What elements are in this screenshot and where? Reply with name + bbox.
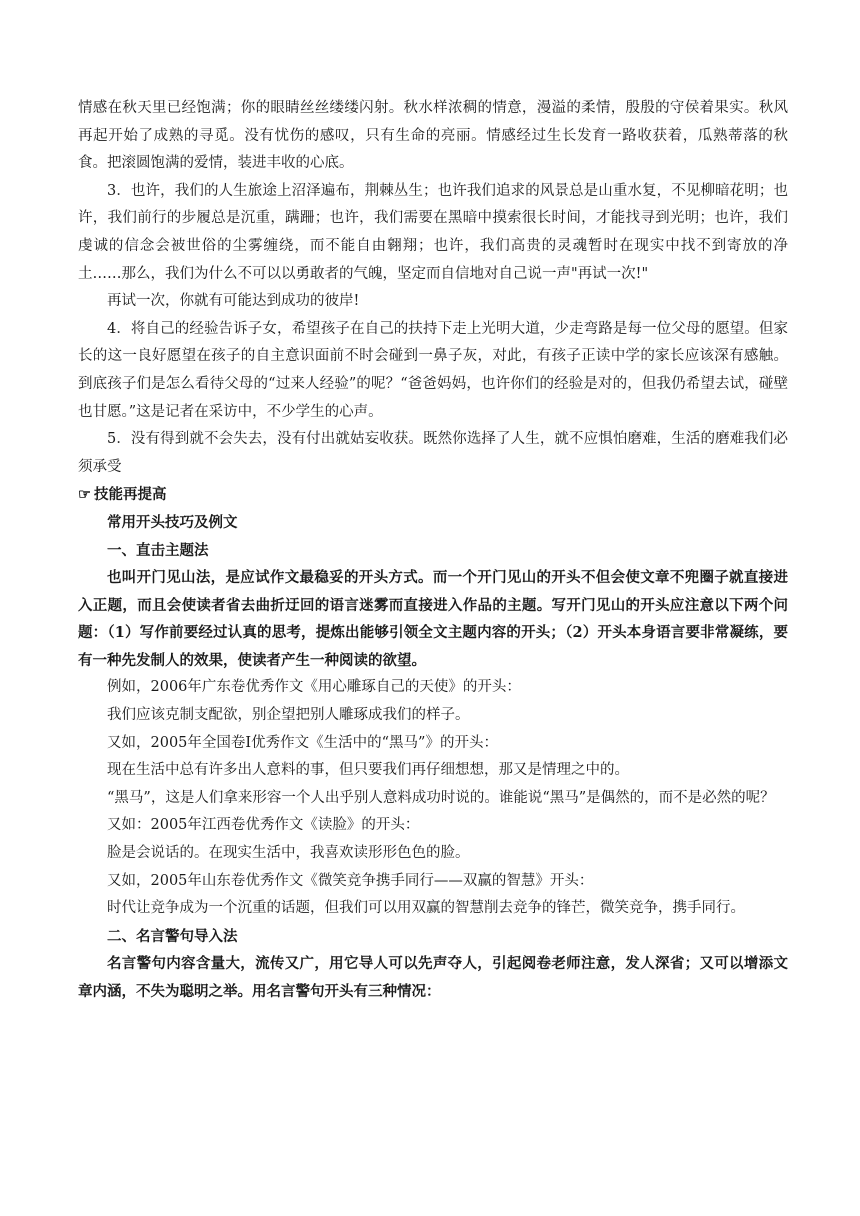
pointing-hand-icon: ☞ xyxy=(78,486,91,504)
example-line: 又如，2005年山东卷优秀作文《微笑竞争携手同行——双赢的智慧》开头： xyxy=(107,872,594,889)
example-line: “黑马”，这是人们拿来形容一个人出乎别人意料成功时说的。谁能说“黑马”是偶然的，而不是必然的呢？ xyxy=(107,789,775,806)
paragraph-5: 5．没有得到就不会失去，没有付出就姑妄收获。既然你选择了人生，就不应惧怕磨难，生活的磨难我们必须承受 xyxy=(78,431,788,475)
heading-quotes-body: 名言警句内容含量大，流传又广，用它导人可以先声夺人，引起阅卷老师注意，发人深省；又可以增添文章内涵，不失为聪明之举。用名言警句开头有三种情况： xyxy=(78,955,788,1000)
example-line: 我们应该克制支配欲，别企望把别人雕琢成我们的样子。 xyxy=(107,707,470,724)
heading-direct-theme: 一、直击主题法 xyxy=(107,541,209,559)
example-line: 时代让竞争成为一个沉重的话题，但我们可以用双赢的智慧削去竞争的锋芒，微笑竞争，携手同行。 xyxy=(107,900,745,917)
example-line: 现在生活中总有许多出人意料的事，但只要我们再仔细想想，那又是情理之中的。 xyxy=(107,762,629,779)
paragraph-try-again: 再试一次，你就有可能达到成功的彼岸! xyxy=(107,293,360,310)
section-title: 技能再提高 xyxy=(94,486,167,504)
document-page xyxy=(78,95,788,1006)
example-line: 脸是会说话的。在现实生活中，我喜欢读形形色色的脸。 xyxy=(107,845,470,862)
heading-direct-theme-body: 也叫开门见山法，是应试作文最稳妥的开头方式。而一个开门见山的开头不但会使文章不兜圈子就直接进入正题，而且会使读者省去曲折迂回的语言迷雾而直接进入作品的主题。写开门见山的开头应注意以下两个问题：（1）写作前要经过认真的思考，提炼出能够引领全文主题内容的开头；（2）开头本身语言要非常凝练，要有一种先发制人的效果，使读者产生一种阅读的欲望。 xyxy=(78,569,788,669)
paragraph-3: 3．也许，我们的人生旅途上沼泽遍布，荆棘丛生；也许我们追求的风景总是山重水复，不见柳暗花明；也许，我们前行的步履总是沉重，蹒跚；也许，我们需要在黑暗中摸索很长时间，才能找寻到光明；也许，我们虔诚的信念会被世俗的尘雾缠绕，而不能自由翱翔；也许，我们高贵的灵魂暂时在现实中找不到寄放的净土……那么，我们为什么不可以以勇敢者的气魄，坚定而自信地对自己说一声"再试一次!" xyxy=(78,182,788,282)
example-line: 又如，2005年全国卷Ⅰ优秀作文《生活中的“黑马”》的开头： xyxy=(107,734,498,751)
example-line: 又如：2005年江西卷优秀作文《读脸》的开头： xyxy=(107,817,420,834)
subtitle: 常用开头技巧及例文 xyxy=(107,513,238,531)
paragraph-4: 4．将自己的经验告诉子女，希望孩子在自己的扶持下走上光明大道，少走弯路是每一位父母的愿望。但家长的这一良好愿望在孩子的自主意识面前不时会碰到一鼻子灰，对此，有孩子正读中学的家长应该深有感触。到底孩子们是怎么看待父母的“过来人经验”的呢？“爸爸妈妈，也许你们的经验是对的，但我仍希望去试，碰壁也甘愿。”这是记者在采访中，不少学生的心声。 xyxy=(78,320,788,420)
paragraph-autumn: 情感在秋天里已经饱满；你的眼睛丝丝缕缕闪射。秋水样浓稠的情意，漫溢的柔情，殷殷的守侯着果实。秋风再起开始了成熟的寻觅。没有忧伤的感叹，只有生命的亮丽。情感经过生长发育一路收获着，瓜熟蒂落的秋食。把滚圆饱满的爱情，装进丰收的心底。 xyxy=(78,100,788,172)
section-heading xyxy=(78,481,788,509)
heading-quotes: 二、名言警句导入法 xyxy=(107,927,238,945)
example-line: 例如，2006年广东卷优秀作文《用心雕琢自己的天使》的开头： xyxy=(107,679,521,696)
